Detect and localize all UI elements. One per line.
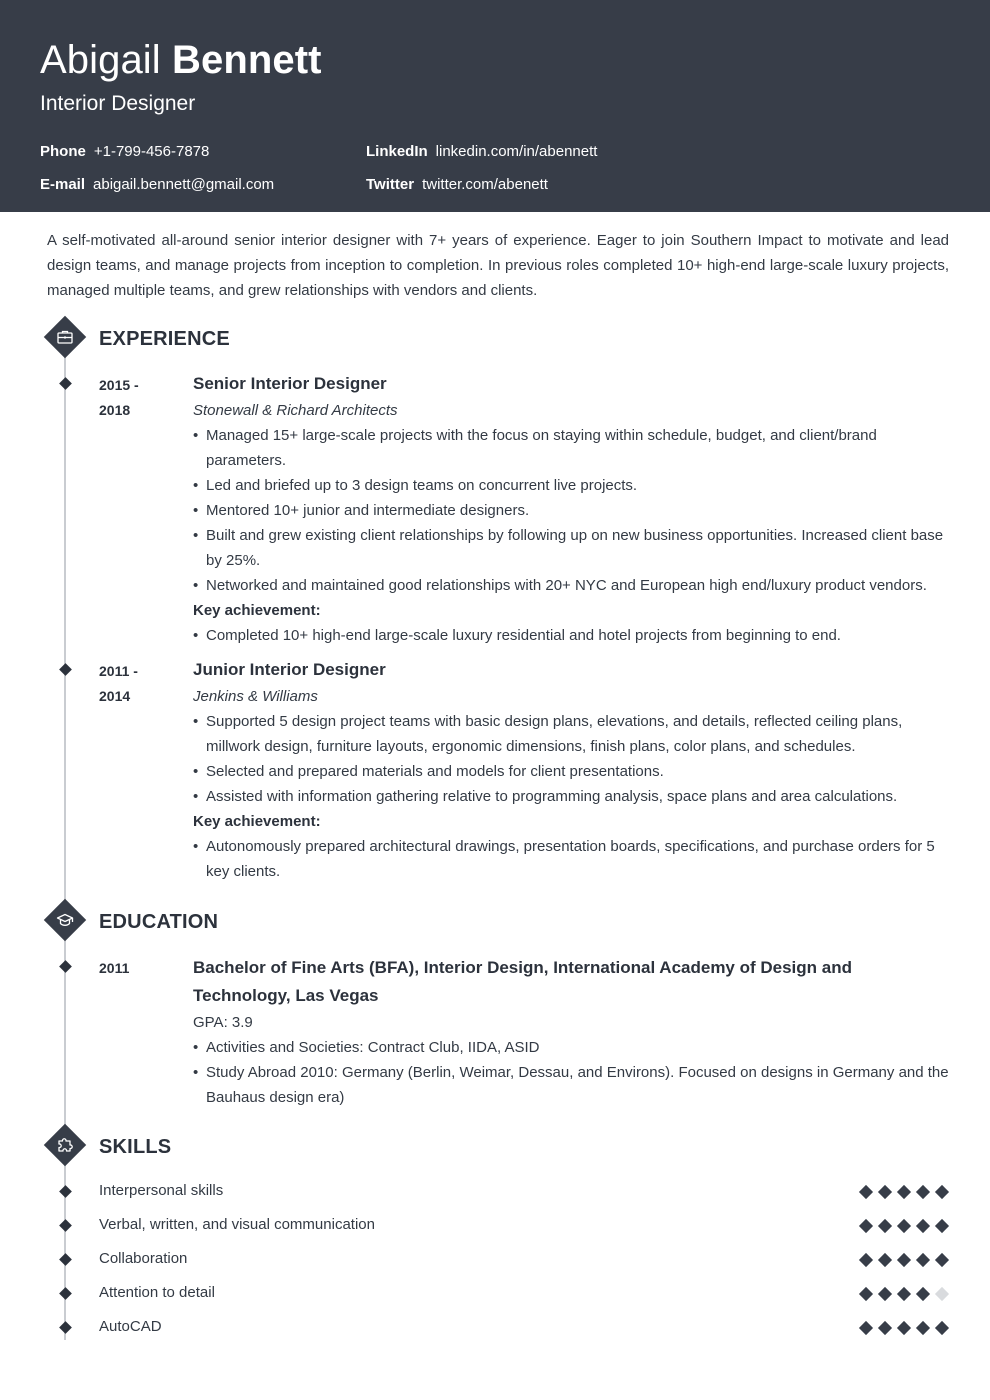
key-achievement-bullets <box>193 834 953 884</box>
timeline-dot <box>59 1287 72 1300</box>
rating-diamond-filled <box>878 1185 892 1199</box>
skill-name: Attention to detail <box>99 1284 215 1301</box>
rating-diamond-filled <box>897 1287 911 1301</box>
job-bullets <box>193 423 953 598</box>
skill-rating <box>858 1218 953 1234</box>
contact-phone-label: Phone <box>40 143 86 160</box>
contact-twitter-value[interactable]: twitter.com/abenett <box>422 176 548 193</box>
job-entry <box>193 657 953 884</box>
key-achievement-label: Key achievement: <box>193 602 321 619</box>
first-name: Abigail <box>40 38 161 82</box>
timeline-dot <box>59 960 72 973</box>
timeline-dot <box>59 663 72 676</box>
timeline-dot <box>59 377 72 390</box>
list-item: • Networked and maintained good relationships with 20+ NYC and European high end/luxury product vendors. <box>193 573 953 598</box>
key-achievement-bullets <box>193 623 953 648</box>
list-item: • Selected and prepared materials and models for client presentations. <box>193 759 953 784</box>
rating-diamond-filled <box>878 1321 892 1335</box>
rating-diamond-empty <box>935 1287 949 1301</box>
skill-name: Interpersonal skills <box>99 1182 224 1199</box>
graduation-cap-icon <box>44 899 86 941</box>
list-item: • Completed 10+ high-end large-scale luxury residential and hotel projects from beginning to end. <box>193 623 953 648</box>
candidate-name <box>40 36 322 84</box>
rating-diamond-filled <box>859 1253 873 1267</box>
list-item: • Autonomously prepared architectural drawings, presentation boards, specifications, and purchase orders for 5 key clients. <box>193 834 953 884</box>
rating-diamond-filled <box>878 1253 892 1267</box>
contact-email-label: E-mail <box>40 176 86 193</box>
education-date: 2011 <box>99 960 130 976</box>
rating-diamond-filled <box>878 1287 892 1301</box>
education-heading: EDUCATION <box>99 911 219 933</box>
rating-diamond-filled <box>916 1219 930 1233</box>
rating-diamond-filled <box>859 1185 873 1199</box>
list-item: • Led and briefed up to 3 design teams on concurrent live projects. <box>193 473 953 498</box>
rating-diamond-filled <box>859 1321 873 1335</box>
rating-diamond-filled <box>916 1287 930 1301</box>
timeline-dot <box>59 1219 72 1232</box>
contact-linkedin-value[interactable]: linkedin.com/in/abennett <box>435 143 598 160</box>
education-entry <box>193 954 953 1110</box>
rating-diamond-filled <box>878 1219 892 1233</box>
rating-diamond-filled <box>916 1185 930 1199</box>
list-item: • Supported 5 design project teams with basic design plans, elevations, and details, reflected ceiling plans, millwork design, furniture layouts, ergonomic dimensions, finish plans, color plans, and schedules. <box>193 709 953 759</box>
gpa: GPA: 3.9 <box>193 1014 253 1031</box>
contact-twitter <box>366 175 548 195</box>
rating-diamond-filled <box>897 1219 911 1233</box>
list-item: • Study Abroad 2010: Germany (Berlin, Weimar, Dessau, and Environs). Focused on designs in Germany and the Bauhaus design era) <box>193 1060 953 1110</box>
job-title: Senior Interior Designer <box>193 374 387 393</box>
contact-linkedin-label: LinkedIn <box>366 143 428 160</box>
rating-diamond-filled <box>935 1185 949 1199</box>
job-title: Junior Interior Designer <box>193 660 386 679</box>
job-date <box>99 659 138 709</box>
degree-title: Bachelor of Fine Arts (BFA), Interior Design, International Academy of Design and Technology, Las Vegas <box>193 958 852 1005</box>
rating-diamond-filled <box>935 1253 949 1267</box>
job-date <box>99 373 139 423</box>
contact-phone-value: +1-799-456-7878 <box>93 143 210 160</box>
list-item: • Activities and Societies: Contract Club, IIDA, ASID <box>193 1035 953 1060</box>
education-bullets <box>193 1035 953 1110</box>
rating-diamond-filled <box>935 1219 949 1233</box>
job-date-end: 2018 <box>99 402 131 418</box>
rating-diamond-filled <box>916 1253 930 1267</box>
job-date-start: 2011 - <box>99 663 138 679</box>
briefcase-icon <box>44 316 86 358</box>
contact-email-value[interactable]: abigail.bennett@gmail.com <box>93 176 275 193</box>
skill-name: Collaboration <box>99 1250 188 1267</box>
company-name: Stonewall & Richard Architects <box>193 402 398 419</box>
last-name: Bennett <box>172 38 322 82</box>
skill-name: Verbal, written, and visual communication <box>99 1216 375 1233</box>
rating-diamond-filled <box>897 1253 911 1267</box>
contact-phone <box>40 142 209 162</box>
resume-header <box>0 0 990 212</box>
skill-name: AutoCAD <box>99 1318 162 1335</box>
rating-diamond-filled <box>859 1287 873 1301</box>
contact-linkedin <box>366 142 597 162</box>
list-item: • Assisted with information gathering relative to programming analysis, space plans and area calculations. <box>193 784 953 809</box>
timeline-dot <box>59 1321 72 1334</box>
skill-rating <box>858 1252 953 1268</box>
job-entry <box>193 371 953 648</box>
timeline-dot <box>59 1185 72 1198</box>
skill-rating <box>858 1286 953 1302</box>
job-title-header: Interior Designer <box>40 92 196 115</box>
summary-paragraph: A self-motivated all-around senior interior designer with 7+ years of experience. Eager to join Southern Impact to motivate and lead design teams, and manage projects from inception to completion. In previous roles completed 10+ high-end large-scale luxury projects, managed multiple teams, and grew relationships with vendors and clients. <box>47 232 949 299</box>
experience-timeline-line <box>64 352 66 900</box>
skill-rating <box>858 1320 953 1336</box>
rating-diamond-filled <box>859 1219 873 1233</box>
contact-twitter-label: Twitter <box>366 176 415 193</box>
list-item: • Managed 15+ large-scale projects with the focus on staying within schedule, budget, and client/brand parameters. <box>193 423 953 473</box>
timeline-dot <box>59 1253 72 1266</box>
key-achievement-label: Key achievement: <box>193 813 321 830</box>
job-date-start: 2015 - <box>99 377 139 393</box>
rating-diamond-filled <box>897 1321 911 1335</box>
list-item: • Built and grew existing client relationships by following up on new business opportunities. Increased client base by 25%. <box>193 523 953 573</box>
experience-heading: EXPERIENCE <box>99 328 230 350</box>
puzzle-icon <box>44 1124 86 1166</box>
contact-email <box>40 175 274 195</box>
rating-diamond-filled <box>897 1185 911 1199</box>
job-bullets <box>193 709 953 809</box>
company-name: Jenkins & Williams <box>193 688 318 705</box>
skills-heading: SKILLS <box>99 1136 172 1158</box>
rating-diamond-filled <box>916 1321 930 1335</box>
skill-rating <box>858 1184 953 1200</box>
list-item: • Mentored 10+ junior and intermediate designers. <box>193 498 953 523</box>
job-date-end: 2014 <box>99 688 131 704</box>
rating-diamond-filled <box>935 1321 949 1335</box>
